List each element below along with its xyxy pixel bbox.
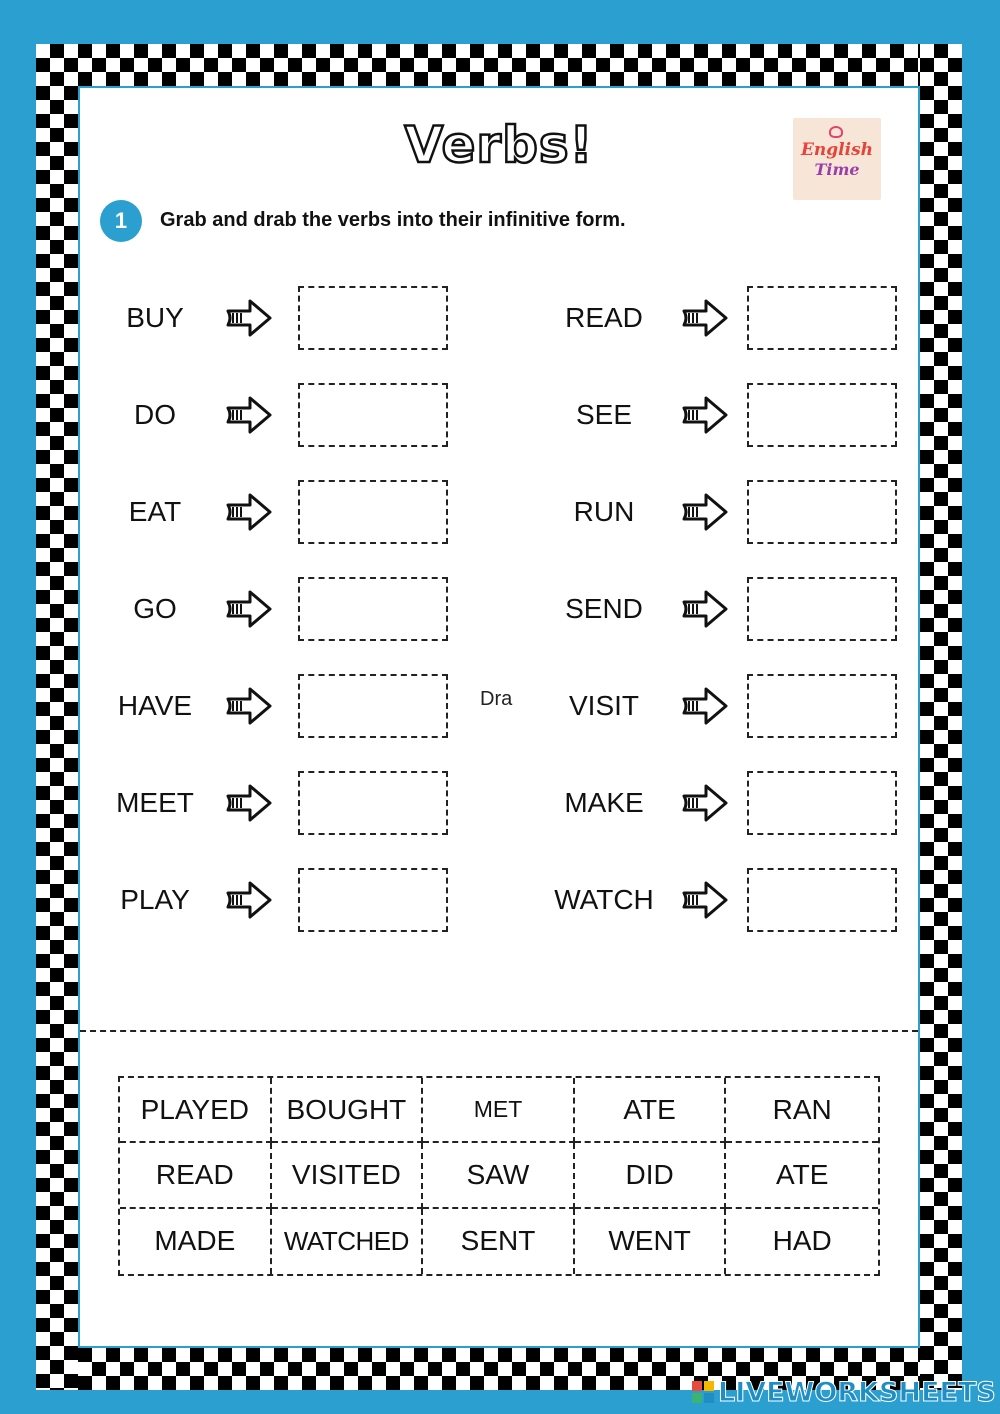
- checker-border-left: [36, 44, 78, 1390]
- bunny-face-icon: [829, 126, 843, 138]
- word-bank: [118, 1076, 880, 1276]
- right-arrow-icon: [224, 393, 274, 437]
- left-drop-box[interactable]: [298, 674, 448, 738]
- right-arrow-icon: [224, 781, 274, 825]
- word-bank-item[interactable]: ATE: [575, 1078, 727, 1143]
- right-arrow-icon: [680, 684, 730, 728]
- right-drop-box[interactable]: [747, 286, 897, 350]
- right-verb-label: WATCH: [554, 884, 654, 915]
- left-drop-box[interactable]: [298, 868, 448, 932]
- word-bank-item[interactable]: PLAYED: [120, 1078, 272, 1143]
- right-drop-box[interactable]: [747, 480, 897, 544]
- word-bank-item[interactable]: WENT: [575, 1209, 727, 1274]
- word-bank-item[interactable]: BOUGHT: [272, 1078, 424, 1143]
- left-drop-box[interactable]: [298, 577, 448, 641]
- right-arrow-icon: [224, 587, 274, 631]
- word-bank-item[interactable]: VISITED: [272, 1143, 424, 1208]
- stray-text: Dra: [480, 688, 513, 710]
- right-drop-box[interactable]: [747, 771, 897, 835]
- step-number-icon: 1: [100, 200, 142, 242]
- dashed-divider: [80, 1030, 918, 1032]
- watermark-text: LIVEWORKSHEETS: [718, 1376, 996, 1408]
- right-arrow-icon: [680, 587, 730, 631]
- right-arrow-icon: [224, 296, 274, 340]
- right-verb-label: RUN: [573, 496, 635, 527]
- left-drop-box[interactable]: [298, 480, 448, 544]
- instruction-text: Grab and drab the verbs into their infinitive form.: [160, 209, 626, 231]
- left-verb-label: PLAY: [120, 884, 190, 915]
- word-bank-item[interactable]: MADE: [120, 1209, 272, 1274]
- left-drop-box[interactable]: [298, 383, 448, 447]
- checker-border-top: [36, 44, 962, 86]
- word-bank-item[interactable]: SENT: [423, 1209, 575, 1274]
- right-drop-box[interactable]: [747, 577, 897, 641]
- right-arrow-icon: [224, 684, 274, 728]
- liveworksheets-logo-icon: [692, 1381, 714, 1403]
- word-bank-item[interactable]: DID: [575, 1143, 727, 1208]
- left-verb-label: MEET: [116, 787, 194, 818]
- word-bank-item[interactable]: READ: [120, 1143, 272, 1208]
- left-drop-box[interactable]: [298, 771, 448, 835]
- word-bank-item[interactable]: WATCHED: [272, 1209, 424, 1274]
- right-arrow-icon: [224, 490, 274, 534]
- word-bank-item[interactable]: SAW: [423, 1143, 575, 1208]
- left-verb-label: GO: [133, 593, 177, 624]
- right-arrow-icon: [680, 490, 730, 534]
- word-bank-item[interactable]: MET: [423, 1078, 575, 1143]
- left-verb-label: BUY: [126, 302, 184, 333]
- right-arrow-icon: [224, 878, 274, 922]
- right-verb-label: SEE: [575, 399, 633, 430]
- worksheet: [80, 88, 918, 1346]
- right-arrow-icon: [680, 393, 730, 437]
- right-arrow-icon: [680, 296, 730, 340]
- word-bank-item[interactable]: HAD: [772, 1225, 832, 1257]
- right-drop-box[interactable]: [747, 383, 897, 447]
- right-verb-label: SEND: [565, 593, 643, 624]
- checker-border-right: [920, 44, 962, 1390]
- left-verb-label: HAVE: [117, 690, 193, 721]
- right-drop-box[interactable]: [747, 868, 897, 932]
- right-drop-box[interactable]: [747, 674, 897, 738]
- right-arrow-icon: [680, 878, 730, 922]
- word-bank-item[interactable]: RAN: [726, 1078, 878, 1143]
- left-verb-label: EAT: [128, 496, 182, 527]
- page-title: Verbs!: [404, 116, 594, 174]
- right-verb-label: MAKE: [564, 787, 644, 818]
- word-bank-item[interactable]: ATE: [726, 1143, 878, 1208]
- logo-line-2: Time: [814, 160, 860, 179]
- left-drop-box[interactable]: [298, 286, 448, 350]
- right-verb-label: VISIT: [568, 690, 639, 721]
- logo-line-1: English: [800, 140, 874, 160]
- right-arrow-icon: [680, 781, 730, 825]
- right-verb-label: READ: [565, 302, 643, 333]
- english-time-logo: [793, 118, 881, 200]
- left-verb-label: DO: [134, 399, 176, 430]
- liveworksheets-watermark: [692, 1376, 996, 1408]
